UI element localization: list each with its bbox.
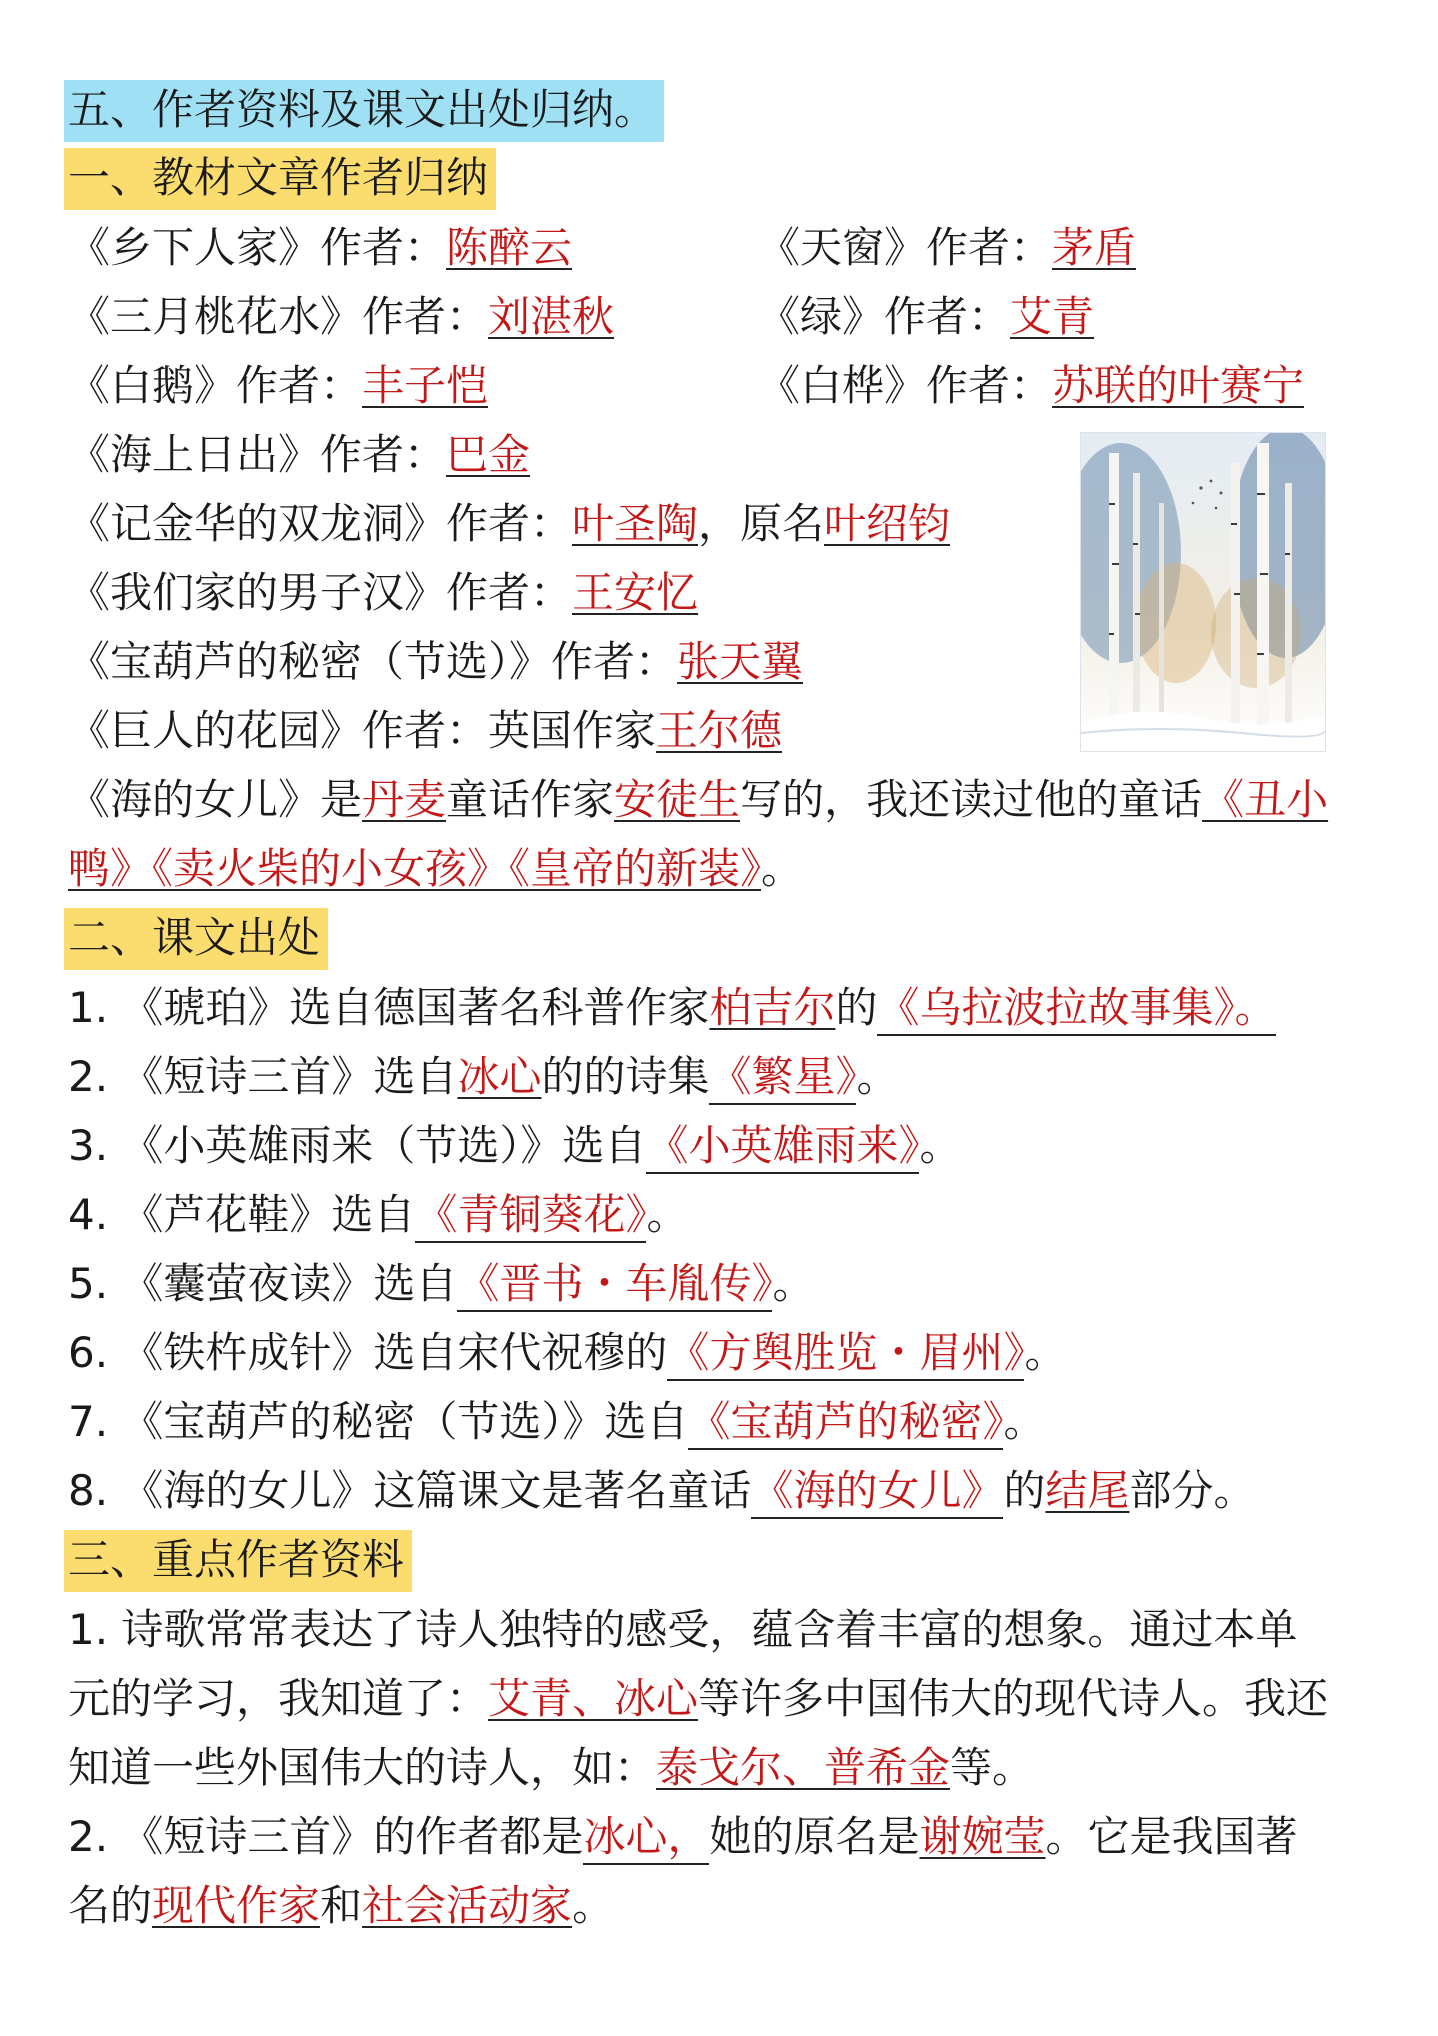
author-row-1a: 《乡下人家》作者：陈醉云 [68,223,573,272]
answer: 叶圣陶 [572,499,699,548]
author-row-3a: 《白鹅》作者：丰子恺 [68,361,489,410]
author-row-2a: 《三月桃花水》作者：刘湛秋 [68,292,615,341]
answer: 现代作家 [152,1881,321,1930]
answer: 茅盾 [1052,223,1137,272]
answer: 谢婉莹 [919,1812,1046,1861]
answer: 刘湛秋 [488,292,615,341]
answer: 苏联的叶赛宁 [1052,361,1305,410]
author-row-2b: 《绿》作者：艾青 [758,292,1095,341]
section-title-5: 五、作者资料及课文出处归纳。 [64,80,664,142]
answer: 《小英雄雨来》 [646,1121,919,1174]
birch-forest-illustration [1081,433,1325,751]
answer: 冰心， [583,1812,709,1865]
source-item-5: 5. 《囊萤夜读》选自《晋书・车胤传》。 [68,1254,814,1316]
answer: 社会活动家 [362,1881,573,1930]
source-item-3: 3. 《小英雄雨来（节选）》选自《小英雄雨来》。 [68,1116,961,1178]
winter-birch-painting [1080,432,1326,752]
answer: 艾青、冰心 [488,1674,699,1723]
source-item-7: 7. 《宝葫芦的秘密（节选）》选自《宝葫芦的秘密》。 [68,1392,1045,1454]
source-item-4: 4. 《芦花鞋》选自《青铜葵花》。 [68,1185,688,1247]
source-item-1: 1. 《琥珀》选自德国著名科普作家柏吉尔的《乌拉波拉故事集》。 [68,978,1276,1040]
section-title-2: 二、课文出处 [64,908,328,970]
answer: 《丑小 [1202,775,1329,824]
answer: 《青铜葵花》 [415,1190,646,1243]
answer: 《乌拉波拉故事集》。 [877,983,1276,1036]
author-row-3b: 《白桦》作者：苏联的叶赛宁 [758,361,1305,410]
answer: 艾青 [1010,292,1095,341]
answer: 鸭》《卖火柴的小女孩》《皇帝的新装》 [68,844,762,893]
answer: 叶绍钧 [824,499,951,548]
author-row-5: 《记金华的双龙洞》作者：叶圣陶，原名叶绍钧 [68,499,951,548]
answer: 丹麦 [362,775,447,824]
answer: 王安忆 [572,568,699,617]
answer: 丰子恺 [362,361,489,410]
author-row-7: 《宝葫芦的秘密（节选）》作者：张天翼 [68,637,804,686]
answer: 张天翼 [677,637,804,686]
answer: 结尾 [1045,1466,1130,1515]
source-item-2: 2. 《短诗三首》选自冰心的的诗集《繁星》。 [68,1047,899,1109]
answer: 泰戈尔、普希金 [656,1743,951,1792]
section-title-3: 三、重点作者资料 [64,1530,412,1592]
answer: 冰心 [457,1052,542,1101]
answer: 《繁星》 [709,1052,856,1105]
answer: 陈醉云 [446,223,573,272]
key-para-2-line-2: 名的现代作家和社会活动家。 [68,1881,615,1930]
answer: 《海的女儿》 [751,1466,1003,1519]
source-item-8: 8. 《海的女儿》这篇课文是著名童话《海的女儿》的结尾部分。 [68,1461,1256,1523]
author-row-4: 《海上日出》作者：巴金 [68,430,531,479]
author-row-9: 《海的女儿》是丹麦童话作家安徒生写的，我还读过他的童话《丑小 [68,775,1329,824]
key-para-1-line-1: 1. 诗歌常常表达了诗人独特的感受，蕴含着丰富的想象。通过本单 [68,1605,1298,1654]
source-item-6: 6. 《铁杵成针》选自宋代祝穆的《方舆胜览・眉州》。 [68,1323,1066,1385]
answer: 柏吉尔 [709,983,836,1032]
answer: 《方舆胜览・眉州》 [667,1328,1024,1381]
author-row-10: 鸭》《卖火柴的小女孩》《皇帝的新装》。 [68,844,804,893]
answer: 《宝葫芦的秘密》 [688,1397,1003,1450]
answer: 安徒生 [614,775,741,824]
key-para-1-line-3: 知道一些外国伟大的诗人，如：泰戈尔、普希金等。 [68,1743,1035,1792]
section-title-1: 一、教材文章作者归纳 [64,148,496,210]
author-row-8: 《巨人的花园》作者：英国作家王尔德 [68,706,783,755]
key-para-1-line-2: 元的学习，我知道了：艾青、冰心等许多中国伟大的现代诗人。我还 [68,1674,1329,1723]
key-para-2-line-1: 2. 《短诗三首》的作者都是冰心，她的原名是谢婉莹。它是我国著 [68,1807,1298,1869]
author-row-1b: 《天窗》作者：茅盾 [758,223,1137,272]
author-row-6: 《我们家的男子汉》作者：王安忆 [68,568,699,617]
answer: 巴金 [446,430,531,479]
answer: 《晋书・车胤传》 [457,1259,772,1312]
answer: 王尔德 [656,706,783,755]
